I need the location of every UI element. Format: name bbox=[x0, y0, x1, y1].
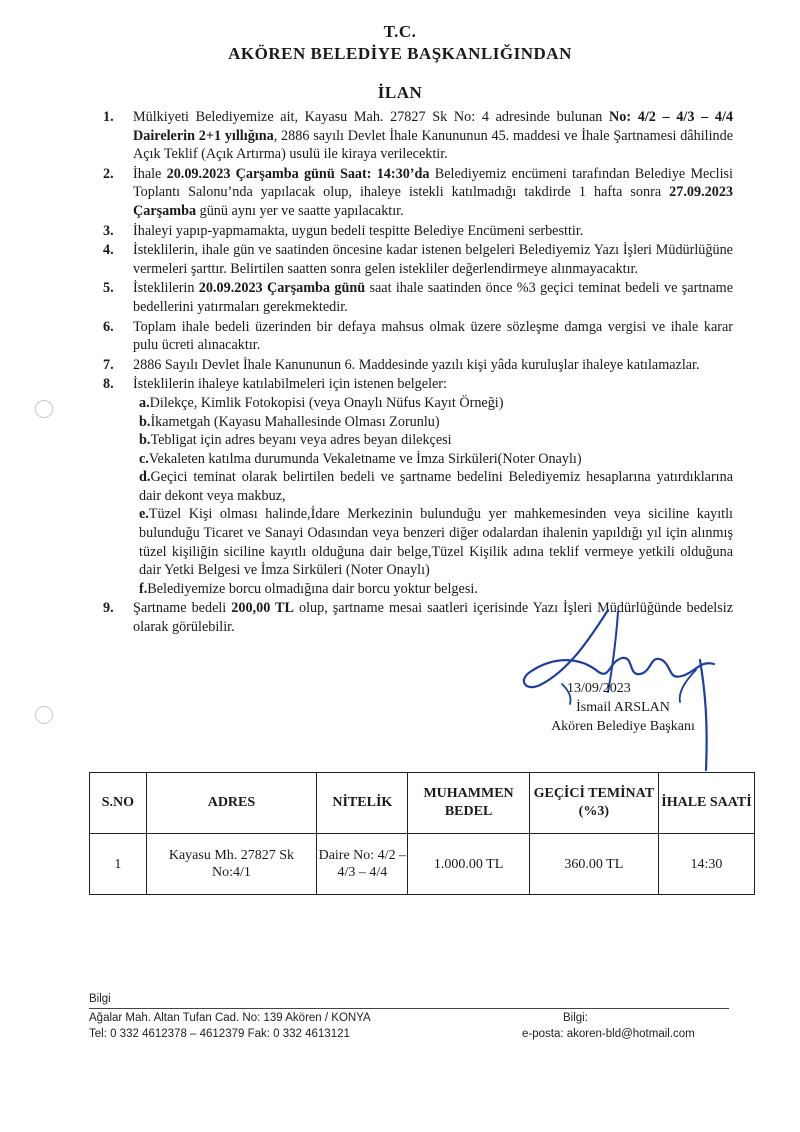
signature-date: 13/09/2023 bbox=[567, 681, 631, 696]
item-5: 5. İsteklilerin 20.09.2023 Çarşamba günü saat ihale saatinden önce %3 geçici teminat bedeli ve şartname bedellerini yatırmaları gerekmektedir. bbox=[103, 280, 733, 315]
header-municipality: AKÖREN BELEDİYE BAŞKANLIĞINDAN bbox=[228, 44, 572, 63]
cell-deposit: 360.00 TL bbox=[529, 834, 658, 895]
footer-address: Ağalar Mah. Altan Tufan Cad. No: 139 Akören / KONYA bbox=[89, 1012, 371, 1024]
doc-a: a.Dilekçe, Kimlik Fotokopisi (veya Onaylı Nüfus Kayıt Örneği) bbox=[139, 394, 504, 411]
item-1: 1. Mülkiyeti Belediyemize ait, Kayasu Mah. 27827 Sk No: 4 adresinde bulunan No: 4/2 – 4/3 – 4/4 Dairelerin 2+1 yıllığına, 2886 sayılı Devlet İhale Kanununun 45. maddesi ve İhale Şartnamesi dâhilinde Açık Teklif (Açık Artırma) usulü ile kiraya verilecektir. bbox=[103, 109, 734, 163]
item-7: 7. 2886 Sayılı Devlet İhale Kanununun 6. Maddesinde yazılı kişi yâda kuruluşlar ihaleye katılamazlar. bbox=[103, 356, 700, 373]
col-estimated-price: MUHAMMEN BEDEL bbox=[408, 773, 529, 834]
doc-f: f.Belediyemize borcu olmadığına dair borcu yoktur belgesi. bbox=[139, 580, 478, 597]
doc-b2: b.Tebligat için adres beyanı veya adres beyan dilekçesi bbox=[139, 432, 452, 449]
tender-table bbox=[89, 772, 755, 895]
cell-address: Kayasu Mh. 27827 Sk No:4/1 bbox=[146, 834, 317, 895]
table-row bbox=[90, 834, 755, 895]
punch-hole-mark bbox=[35, 400, 53, 418]
col-deposit: GEÇİCİ TEMİNAT (%3) bbox=[529, 773, 658, 834]
signature-block bbox=[523, 679, 723, 736]
cell-type: Daire No: 4/2 – 4/3 – 4/4 bbox=[317, 834, 408, 895]
col-tender-time: İHALE SAATİ bbox=[658, 773, 754, 834]
item-3: 3. İhaleyi yapıp-yapmamakta, uygun bedeli tespitte Belediye Encümeni serbesttir. bbox=[103, 222, 584, 239]
item-6: 6. Toplam ihale bedeli üzerinden bir defaya mahsus olmak üzere sözleşme damga vergisi ve ihale karar pulu ücreti alınacaktır. bbox=[103, 318, 733, 354]
announcement-items bbox=[103, 108, 733, 638]
item-8: 8. İsteklilerin ihaleye katılabilmeleri için istenen belgeler: a.Dilekçe, Kimlik Fotokopisi (veya Onaylı Nüfus Kayıt Örneği) b.İkametgah (Kayasu Mahallesinde Olması Zorunlu) b.Tebligat için adres beyanı veya adres beyan dilekçesi c.Vekaleten katılma durumunda Vekaletname ve İmza Sirküleri(Noter Onaylı) d.Geçici teminat olarak belirtilen bedeli ve şartname bedelini Belediyemiz hesaplarına yatırdıklarına dair dekont veya makbuz, e.Tüzel Kişi olması halinde,İdare Merkezinin bulunduğu yer mahkemesinden veya siciline kayıtlı bulunduğu Ticaret ve Sanayi Odasından veya benzeri diğer odalardan ihalenin yapıldığı yıl için alınmış tüzel kişiliğin siciline kayıtlı olduğuna dair belge,Tüzel Kişilik adına teklif vermeye yetkili olduğuna dair Yetki Belgesi ve İmza Sirküleri (Noter Onaylı) f.Belediyemize borcu olmadığına dair borcu yoktur belgesi. bbox=[103, 376, 733, 597]
footer-phone: Tel: 0 332 4612378 – 4612379 Fak: 0 332 4613121 bbox=[89, 1028, 350, 1040]
footer-email: e-posta: akoren-bld@hotmail.com bbox=[522, 1028, 695, 1040]
signer-title: Akören Belediye Başkanı bbox=[551, 719, 695, 734]
doc-d: d.Geçici teminat olarak belirtilen bedeli ve şartname bedelini Belediyemiz hesaplarına yatırdıklarına dair dekont veya makbuz, bbox=[139, 469, 733, 504]
footer-label: Bilgi bbox=[89, 993, 111, 1005]
doc-b1: b.İkametgah (Kayasu Mahallesinde Olması Zorunlu) bbox=[139, 413, 440, 430]
doc-c: c.Vekaleten katılma durumunda Vekaletname ve İmza Sirküleri(Noter Onaylı) bbox=[139, 450, 582, 467]
footer-right-label: Bilgi: bbox=[563, 1012, 588, 1024]
punch-hole-mark bbox=[35, 706, 53, 724]
announcement-title: İLAN bbox=[377, 83, 423, 102]
required-documents bbox=[133, 394, 733, 599]
item-4: 4. İsteklilerin, ihale gün ve saatinden öncesine kadar istenen belgeleri Belediyemiz Yazı İşleri Müdürlüğüne vermeleri şarttır. Belirtilen saatten sonra gelen istekliler değerlendirmeye alınmayacaktır. bbox=[103, 242, 733, 277]
col-sno: S.NO bbox=[90, 773, 147, 834]
doc-e: e.Tüzel Kişi olması halinde,İdare Merkezinin bulunduğu yer mahkemesinden veya siciline kayıtlı bulunduğu Ticaret ve Sanayi Odasından veya benzeri diğer odalardan ihalenin yapıldığı yıl için alınmış tüzel kişiliğin siciline kayıtlı olduğuna dair belge,Tüzel Kişilik adına teklif vermeye yetkili olduğuna dair Yetki Belgesi ve İmza Sirküleri (Noter Onaylı) bbox=[139, 506, 733, 579]
cell-sno: 1 bbox=[90, 834, 147, 895]
footer-divider bbox=[89, 1008, 729, 1009]
item-2: 2. İhale 20.09.2023 Çarşamba günü Saat: 14:30’da Belediyemiz encümeni tarafından Belediye Meclisi Toplantı Salonu’nda yapılacak olup, ihaleye istekli katılmadığı takdirde 1 hafta sonra 27.09.2023 Çarşamba günü aynı yer ve saatte yapılacaktır. bbox=[103, 165, 733, 219]
header-tc: T.C. bbox=[383, 22, 417, 41]
col-address: ADRES bbox=[146, 773, 317, 834]
cell-tender-time: 14:30 bbox=[658, 834, 754, 895]
cell-estimated-price: 1.000.00 TL bbox=[408, 834, 529, 895]
table-header-row bbox=[90, 773, 755, 834]
item-9: 9. Şartname bedeli 200,00 TL olup, şartname mesai saatleri içerisinde Yazı İşleri Müdürlüğünde bedelsiz olarak görülebilir. bbox=[103, 600, 734, 636]
signer-name: İsmail ARSLAN bbox=[576, 700, 670, 715]
col-type: NİTELİK bbox=[317, 773, 408, 834]
